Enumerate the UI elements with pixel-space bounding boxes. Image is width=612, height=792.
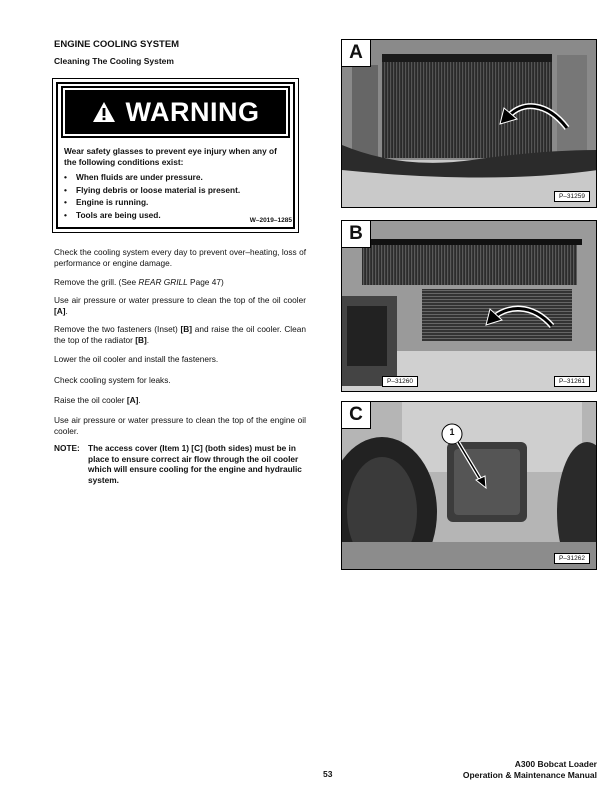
paragraph-clean-engine-cooler: Use air pressure or water pressure to clean the top of the engine oil cooler. [54,415,306,436]
warning-triangle-icon [92,101,116,123]
page-number: 53 [323,769,333,779]
warning-banner [63,88,288,136]
oil-cooler-top-image [342,40,597,208]
warning-item: • Engine is running. [64,196,289,209]
note-block [54,443,308,485]
paragraph-lower-cooler: Lower the oil cooler and install the fasteners. [54,354,219,364]
paragraph-check: Check the cooling system every day to prevent over–heating, loss of performance or engine damage. [54,247,306,268]
figure-b-photo [341,220,597,392]
footer-title: A300 Bobcat Loader [514,759,597,769]
figure-c-photo [341,401,597,570]
paragraph-check-leaks: Check cooling system for leaks. [54,375,171,385]
access-cover-image [342,402,597,570]
warning-text: Wear safety glasses to prevent eye injury when any of the following conditions exist: [64,146,277,167]
warning-code: W–2019–1285 [249,217,292,224]
paragraph-remove-grill: Remove the grill. (See REAR GRILL Page 47) [54,277,224,287]
warning-item: • When fluids are under pressure. [64,171,289,184]
note-label: NOTE: [54,443,80,453]
warning-item: • Flying debris or loose material is present. [64,184,289,197]
warning-title: WARNING [125,96,260,127]
figure-a-photo [341,39,597,208]
figure-b-code-left: P–31260 [382,376,418,387]
note-text: The access cover (Item 1) [C] (both sides) must be in place to ensure correct air flow through the oil cooler which will ensure cooling for the engine and hydraulic system. [88,443,302,485]
warning-list [64,171,289,221]
paragraph-raise-again: Raise the oil cooler [A]. [54,395,141,405]
footer-subtitle: Operation & Maintenance Manual [462,770,597,780]
radiator-raised-image [342,221,597,392]
figure-c-label: C [342,402,371,429]
figure-b-code-right: P–31261 [554,376,590,387]
figure-a-code: P–31259 [554,191,590,202]
figure-c-code: P–31262 [554,553,590,564]
paragraph-raise-cooler: Remove the two fasteners (Inset) [B] and raise the oil cooler. Clean the top of the radiator [B]. [54,324,306,345]
figure-a-label: A [342,40,371,67]
figure-b-label: B [342,221,371,248]
warning-item: • Tools are being used. [64,209,289,222]
section-subheading: Cleaning The Cooling System [54,56,174,66]
paragraph-clean-oil-cooler: Use air pressure or water pressure to clean the top of the oil cooler [A]. [54,295,306,316]
figure-c-callout: 1 [449,427,455,437]
section-heading: ENGINE COOLING SYSTEM [54,39,180,50]
